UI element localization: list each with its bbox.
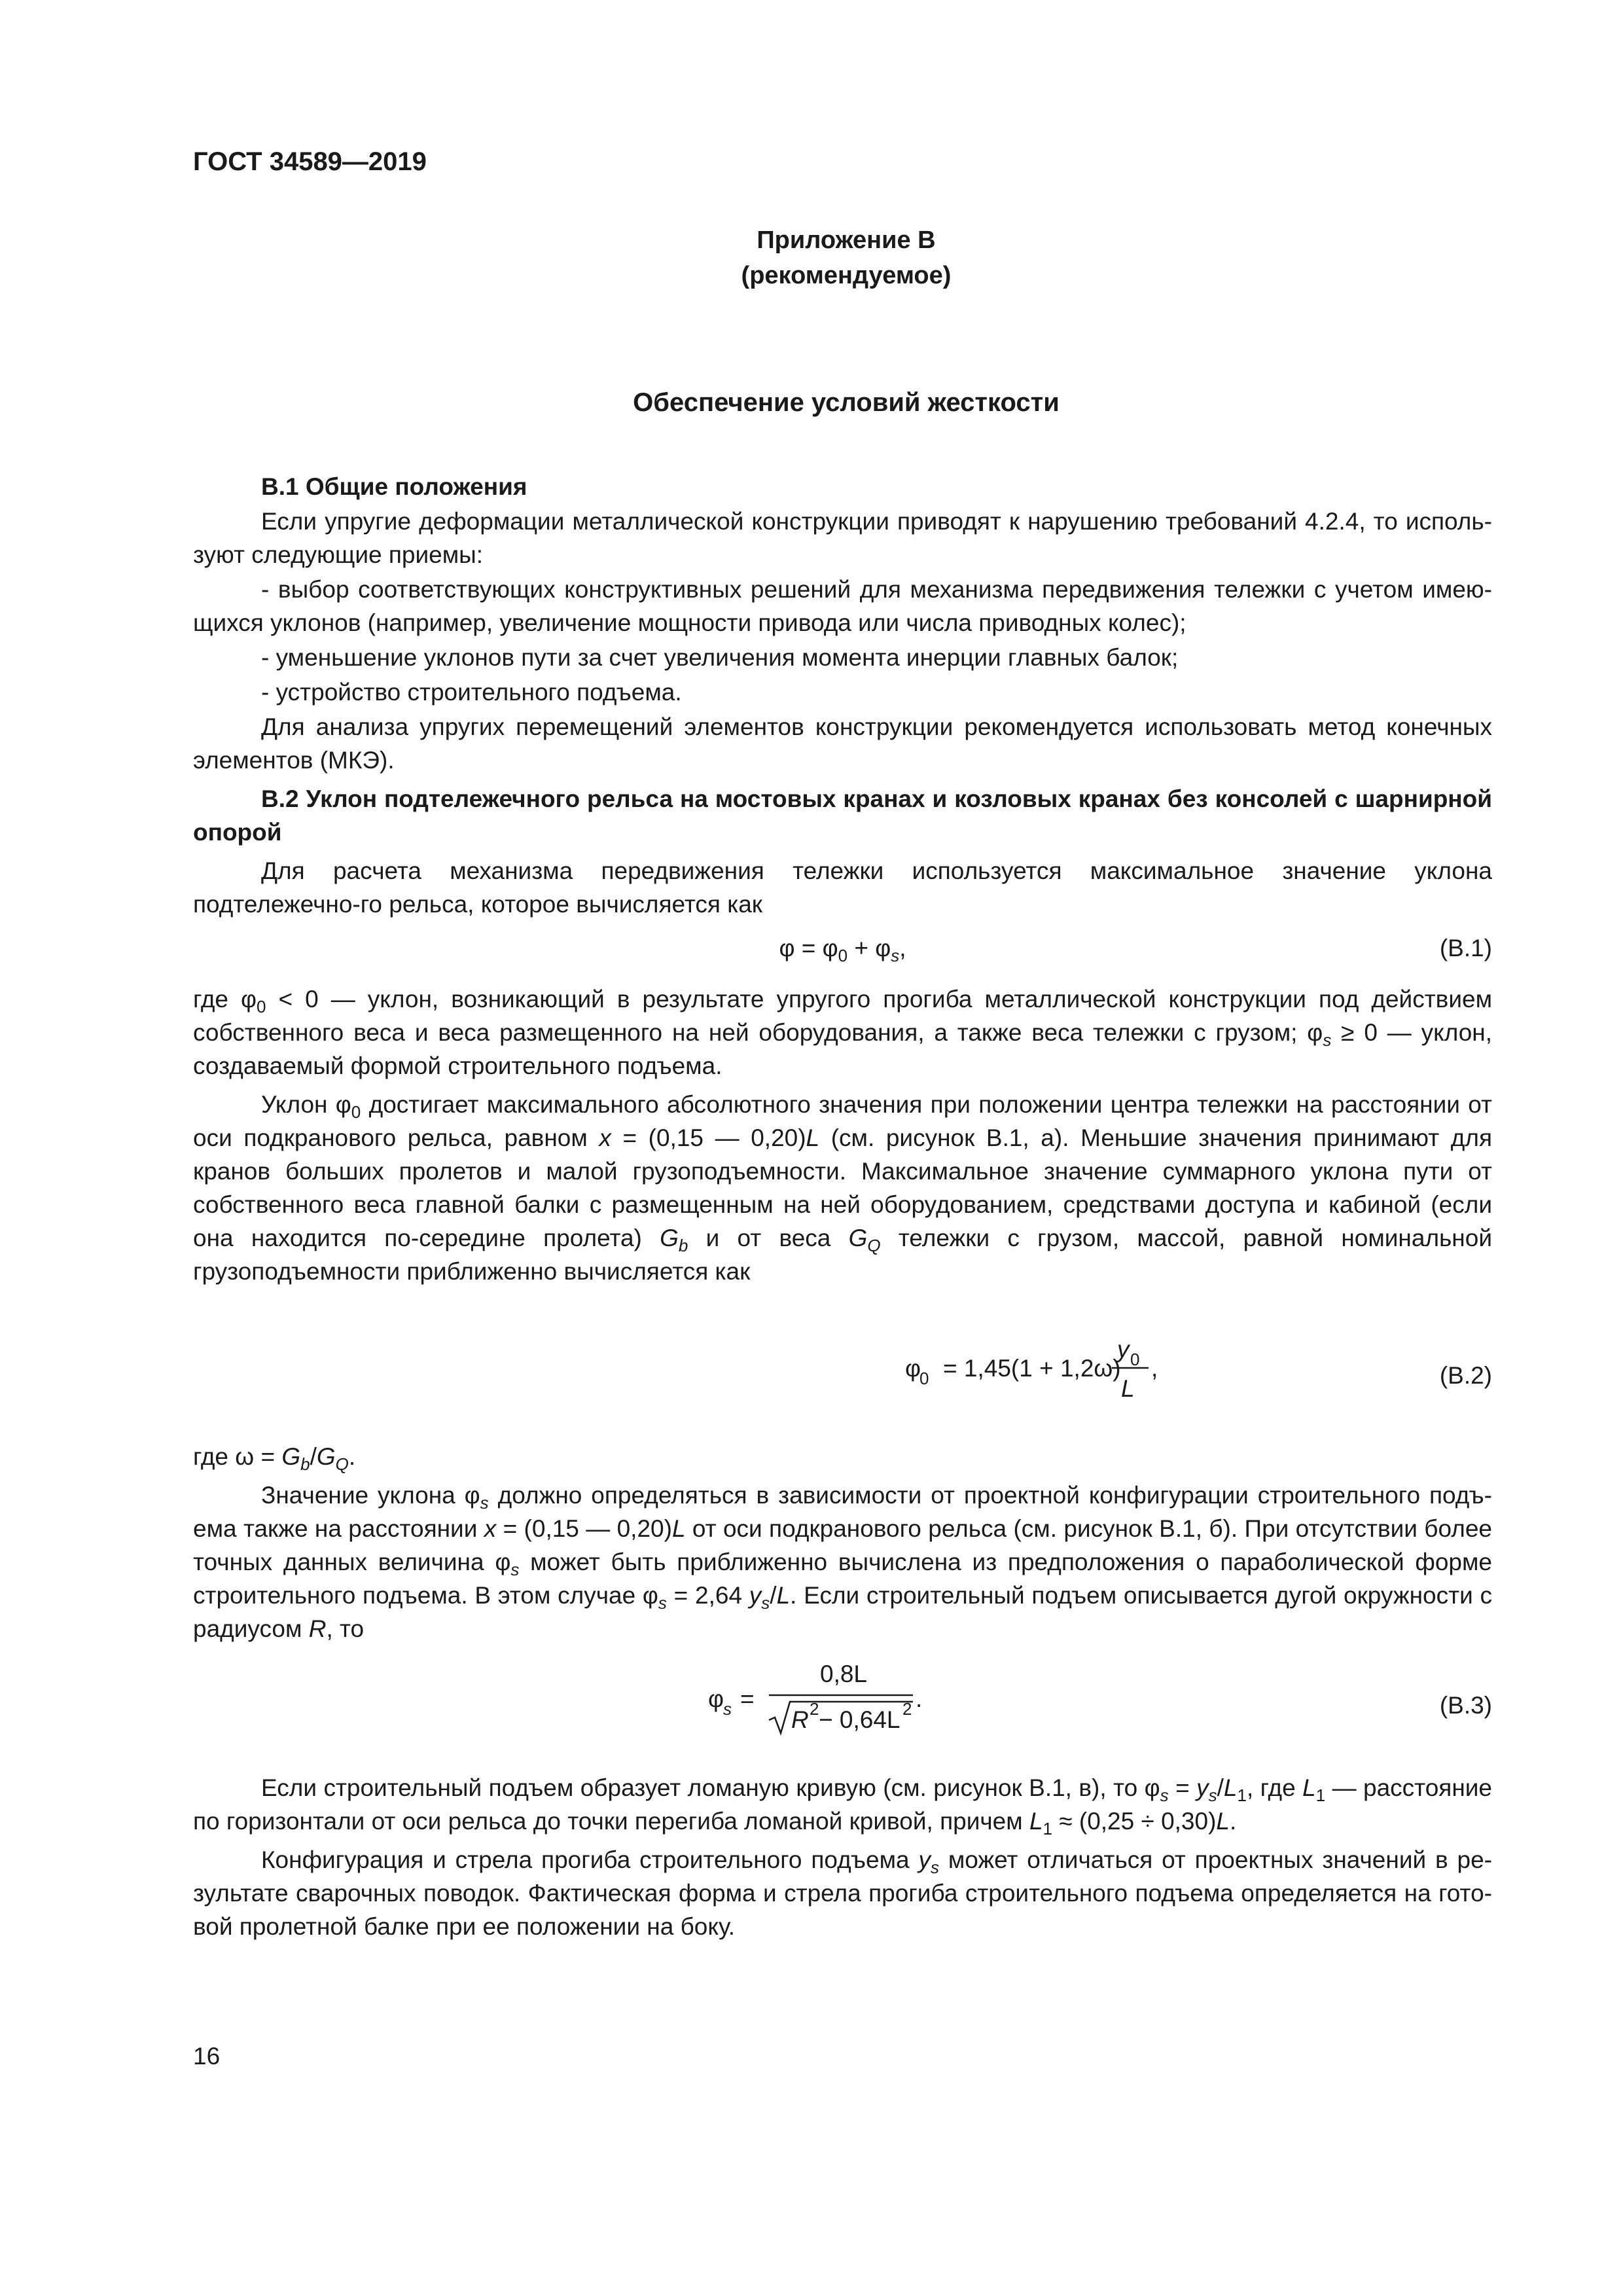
formula-b2-lhs: φ (905, 1355, 921, 1382)
section-b2-paragraph: Для расчета механизма передвижения тележки используется максимальное значение уклона подтележечно-го рельса, которое вычисляется как (193, 857, 1492, 918)
document-body (193, 470, 1492, 1945)
main-title-text: Обеспечение условий жесткости (633, 388, 1060, 417)
main-title (0, 386, 1623, 420)
formula-explanation: где $\omega = G_b/G_Q$. (193, 1443, 356, 1474)
section-b2-paragraph: Значение уклона $\varphi_s$ должно определяться в зависимости от проектной конфигурации строительного подъ-ема также на расстоянии x = (0,15 — 0,20)L от оси подкранового рельса (см. рисунок В.1, б). При отсутствии более точных данных величина $\varphi_s$ может быть приближенно вычислена из предположения о параболической форме строительного подъема. В этом случае $\varphi_s = 2,64$ $y_s/L$. Если строительный подъем описывается дугой окружности с радиусом R, то (193, 1482, 1493, 1642)
formula-b2-denominator: L (1121, 1375, 1135, 1402)
formula-b3 (193, 1652, 1492, 1737)
section-b2-paragraph: Конфигурация и стрела прогиба строительного подъема $y_s$ может отличаться от проектных значений в ре-зультате сварочных поводок. Фактическая форма и стрела прогиба строительного подъема определяется на гото-вой пролетной балке при ее положении на боку. (193, 1846, 1492, 1940)
list-item: - уменьшение уклонов пути за счет увеличения момента инерции главных балок; (261, 644, 1179, 671)
formula-b3-den-r-sup: 2 (810, 1699, 819, 1719)
section-b1-heading: В.1 Общие положения (261, 473, 527, 500)
formula-b1 (193, 931, 1492, 971)
formula-b2-numerator-sub: 0 (1130, 1350, 1140, 1369)
formula-b1-expression: $\varphi = \varphi_0 + \varphi_s$, (779, 935, 906, 965)
formula-number: (В.3) (1439, 1692, 1492, 1719)
section-b2-heading: В.2 Уклон подтележечного рельса на мостовых кранах и козловых кранах без консолей с шарнирной опорой (193, 785, 1492, 846)
formula-b3-den-r: R (791, 1706, 809, 1733)
formula-b3-numerator: 0,8L (820, 1660, 868, 1687)
section-b1-paragraph: Если упругие деформации металлической конструкции приводят к нарушению требований 4.2.4, то исполь-зуют следующие приемы: (193, 508, 1492, 568)
section-b2-paragraph: Уклон $\varphi_0$ достигает максимального абсолютного значения при положении центра тележки на расстоянии от оси подкранового рельса, равном x = (0,15 — 0,20)L (см. рисунок В.1, а). Меньшие значения принимают для кранов больших пролетов и малой грузоподъемности. Максимальное значение суммарного уклона пути от собственного веса главной балки с размещенным на ней оборудованием, средствами доступа и кабиной (если она находится по-середине пролета) $G_b$ и от веса $G_Q$ тележки с грузом, массой, равной номинальной грузоподъемности приближенно вычисляется как (193, 1091, 1492, 1285)
formula-explanation: где $\varphi_0 < 0$ — уклон, возникающий в результате упругого прогиба металлической конструкции под действием собственного веса и веса размещенного на ней оборудования, а также веса тележки с грузом; $\varphi_s \ge 0$ — уклон, создаваемый формой строительного подъема. (193, 986, 1493, 1079)
page-number: 16 (193, 2043, 221, 2070)
section-b2-paragraph: Если строительный подъем образует ломаную кривую (см. рисунок В.1, в), то $\varphi_s = y_s/L_1$, где $L_1$ — расстояние по горизонтали от оси рельса до точки перегиба ломаной кривой, причем $L_1 \approx (0,25 \div 0,30)L$. (193, 1774, 1493, 1839)
formula-b3-den-rest-sup: 2 (902, 1699, 912, 1719)
formula-b2-coef: = 1,45(1 + 1,2ω) (943, 1355, 1121, 1382)
formula-b2-graphic (193, 1326, 1492, 1405)
annex-heading (0, 223, 1623, 293)
document-id: ГОСТ 34589—2019 (193, 147, 427, 176)
formula-number: (В.1) (1439, 935, 1492, 961)
formula-b3-den-rest: − 0,64L (819, 1706, 901, 1733)
formula-b2-lhs-sub: 0 (919, 1369, 929, 1388)
formula-number: (В.2) (1439, 1362, 1492, 1389)
section-b1-paragraph: Для анализа упругих перемещений элементов конструкции рекомендуется использовать метод конечных элементов (МКЭ). (193, 713, 1492, 774)
formula-b3-graphic (193, 1652, 1492, 1737)
list-item: - устройство строительного подъема. (261, 679, 682, 706)
formula-b3-eq: = (740, 1685, 755, 1712)
formula-b3-lhs-sub: s (723, 1699, 732, 1719)
formula-b2-numerator: y (1117, 1336, 1130, 1363)
formula-b3-end: . (916, 1685, 923, 1712)
annex-status: (рекомендуемое) (741, 262, 952, 289)
formula-b2 (193, 1326, 1492, 1405)
formula-b2-end: , (1151, 1355, 1158, 1382)
list-item: - выбор соответствующих конструктивных решений для механизма передвижения тележки с учетом имею-щихся уклонов (например, увеличение мощности привода или числа приводных колес); (193, 576, 1492, 636)
annex-title: Приложение В (757, 226, 936, 254)
formula-b3-lhs: φ (708, 1685, 724, 1712)
